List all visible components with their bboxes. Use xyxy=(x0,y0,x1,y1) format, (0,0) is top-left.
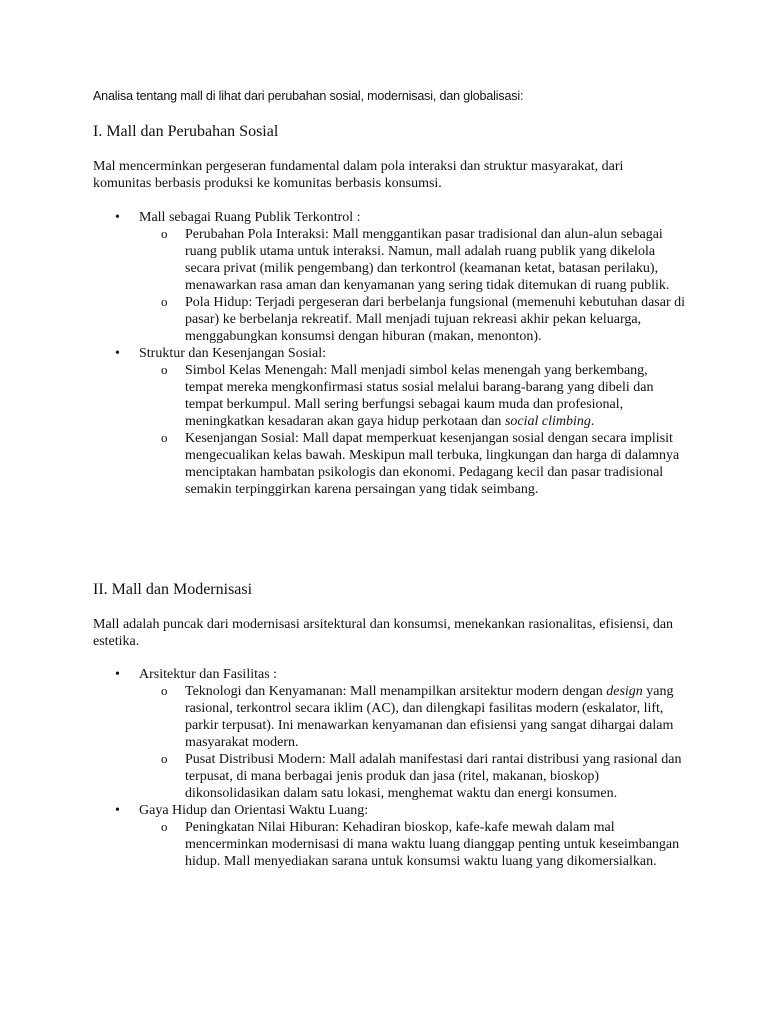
sub-bullet-item: o Perubahan Pola Interaksi: Mall menggantikan pasar tradisional dan alun-alun sebagai ruang publik utama untuk interaksi. Namun, mall adalah ruang publik yang dikelola secara privat (milik pengembang) dan terkontrol (keamanan ketat, batasan perilaku), menawarkan rasa aman dan kenyamanan yang sering tidak ditemukan di ruang publik. xyxy=(0,226,685,294)
sub-bullet-item: o Pusat Distribusi Modern: Mall adalah manifestasi dari rantai distribusi yang rasional dan terpusat, di mana berbagai jenis produk dan jasa (ritel, makanan, bioskop) dikonsolidasikan dalam satu lokasi, menghemat waktu dan energi konsumen. xyxy=(0,751,685,802)
section-2-bullet-list xyxy=(0,666,768,870)
section-2-paragraph: Mall adalah puncak dari modernisasi arsitektural dan konsumsi, menekankan rasionalitas, efisiensi, dan estetika. xyxy=(93,617,674,649)
bullet-item: • Struktur dan Kesenjangan Sosial: xyxy=(0,345,768,362)
sub-bullet-item: o Kesenjangan Sosial: Mall dapat memperkuat kesenjangan sosial dengan secara implisit mengecualikan kelas bawah. Meskipun mall terbuka, lingkungan dan harga di dalamnya menciptakan hambatan psikologis dan ekonomi. Pedagang kecil dan pasar tradisional semakin terpinggirkan karena persaingan yang tidak seimbang. xyxy=(0,430,685,498)
bullet-item: • Gaya Hidup dan Orientasi Waktu Luang: xyxy=(0,802,768,819)
section-1-title: I. Mall dan Perubahan Sosial xyxy=(93,123,279,140)
section-1-bullet-list xyxy=(0,209,768,498)
sub-bullet-item: o Peningkatan Nilai Hiburan: Kehadiran bioskop, kafe-kafe mewah dalam mal mencerminkan modernisasi di mana waktu luang dianggap penting untuk keseimbangan hidup. Mall menyediakan sarana untuk konsumsi waktu luang yang dikomersialkan. xyxy=(0,819,685,870)
bullet-item: • Arsitektur dan Fasilitas : xyxy=(0,666,768,683)
sub-bullet-item: o Teknologi dan Kenyamanan: Mall menampilkan arsitektur modern dengan design yang rasional, terkontrol secara iklim (AC), dan dilengkapi fasilitas modern (eskalator, lift, parkir terpusat). Ini menawarkan kenyamanan dan efisiensi yang sangat dihargai dalam masyarakat modern. xyxy=(0,683,685,751)
section-2-title: II. Mall dan Modernisasi xyxy=(93,581,253,598)
sub-bullet-item: o Pola Hidup: Terjadi pergeseran dari berbelanja fungsional (memenuhi kebutuhan dasar di pasar) ke berbelanja rekreatif. Mall menjadi tujuan rekreasi akhir pekan keluarga, menggabungkan konsumsi dengan hiburan (makan, menonton). xyxy=(0,294,685,345)
bullet-item: • Mall sebagai Ruang Publik Terkontrol : xyxy=(0,209,768,226)
section-1-paragraph: Mal mencerminkan pergeseran fundamental dalam pola interaksi dan struktur masyarakat, dari komunitas berbasis produksi ke komunitas berbasis konsumsi. xyxy=(93,159,624,191)
sub-bullet-item: o Simbol Kelas Menengah: Mall menjadi simbol kelas menengah yang berkembang, tempat mereka mengkonfirmasi status sosial melalui barang-barang yang dibeli dan tempat berkumpul. Mall sering berfungsi sebagai kaum muda dan profesional, meningkatkan kesadaran akan gaya hidup perkotaan dan social climbing. xyxy=(0,362,685,430)
intro-line: Analisa tentang mall di lihat dari perubahan sosial, modernisasi, dan globalisasi: xyxy=(93,89,524,103)
